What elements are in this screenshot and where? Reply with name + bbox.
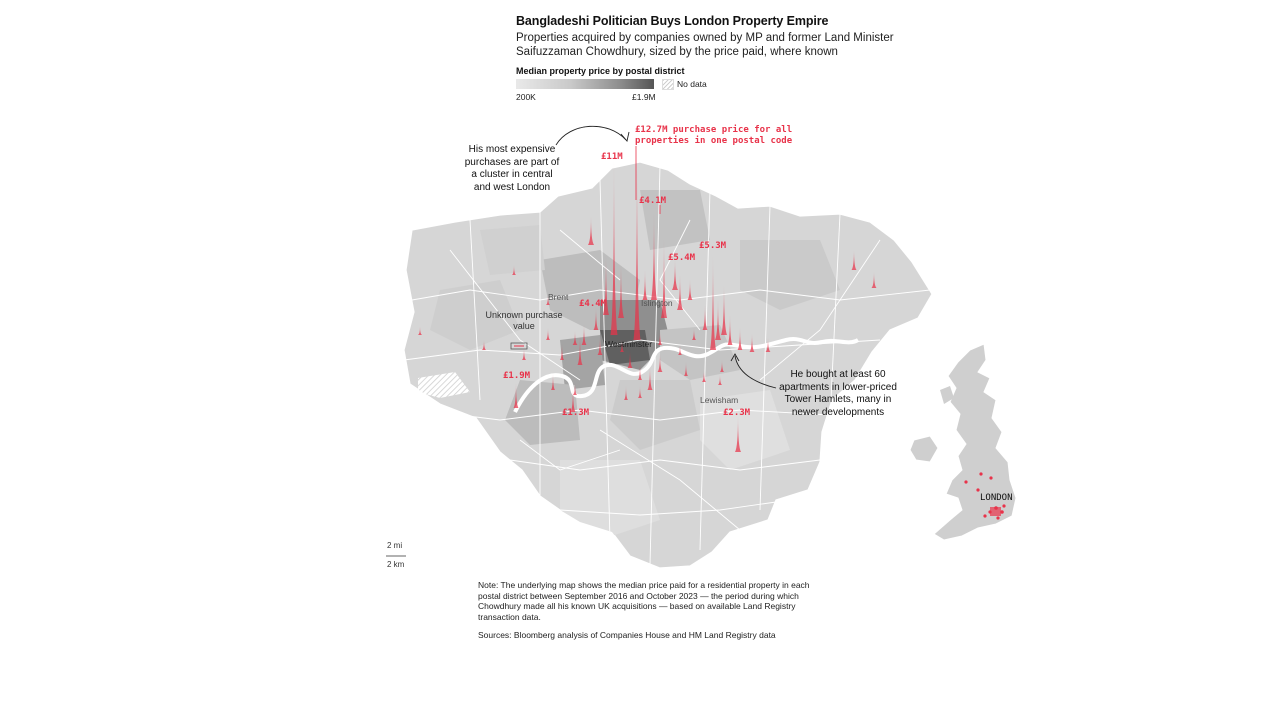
price-label-5-4m: £5.4M bbox=[668, 253, 696, 263]
price-label-5-3m: £5.3M bbox=[699, 241, 727, 251]
chart-title: Bangladeshi Politician Buys London Property Empire bbox=[516, 14, 829, 28]
sources: Sources: Bloomberg analysis of Companies House and HM Land Registry data bbox=[478, 630, 776, 640]
legend-title: Median property price by postal district bbox=[516, 66, 685, 76]
price-label-2-3m: £2.3M bbox=[723, 408, 751, 418]
postal-code-total-label: £12.7M purchase price for all properties in one postal code bbox=[635, 125, 793, 146]
london-boroughs bbox=[404, 162, 932, 568]
unknown-value-annotation: Unknown purchase value bbox=[485, 310, 563, 331]
cluster-arrow bbox=[556, 126, 626, 145]
scale-km-label: 2 km bbox=[387, 560, 405, 569]
cluster-annotation: His most expensive purchases are part of a cluster in central and west London bbox=[464, 144, 560, 193]
uk-inset-map bbox=[910, 344, 1016, 540]
price-label-4-4m: £4.4M bbox=[579, 299, 607, 309]
chart-subtitle: Properties acquired by companies owned by MP and former Land Minister Saifuzzaman Chowdhury, sized by the price paid, where known bbox=[516, 32, 894, 58]
price-label-1-3m: £1.3M bbox=[562, 408, 590, 418]
district-label-westminster: Westminster bbox=[605, 339, 653, 349]
price-label-11m: £11M bbox=[601, 152, 623, 162]
legend-min-label: 200K bbox=[516, 92, 536, 102]
district-label-islington: Islington bbox=[641, 298, 673, 308]
inset-london-label: LONDON bbox=[980, 493, 1013, 503]
district-label-lewisham: Lewisham bbox=[700, 395, 739, 405]
price-label-1-9m: £1.9M bbox=[503, 371, 531, 381]
tower-hamlets-annotation: He bought at least 60 apartments in lower-priced Tower Hamlets, many in newer developments bbox=[779, 369, 897, 418]
price-label-4-1m: £4.1M bbox=[639, 196, 667, 206]
scale-miles-label: 2 mi bbox=[387, 541, 403, 550]
legend-max-label: £1.9M bbox=[632, 92, 656, 102]
district-label-brent: Brent bbox=[548, 292, 569, 302]
no-data-label: No data bbox=[677, 79, 707, 89]
footnote: Note: The underlying map shows the median price paid for a residential property in each postal district between September 2016 and October 2023 — the period during which Chowdhury made all his known UK acquisitions — based on available Land Registry transaction data. bbox=[478, 580, 810, 622]
